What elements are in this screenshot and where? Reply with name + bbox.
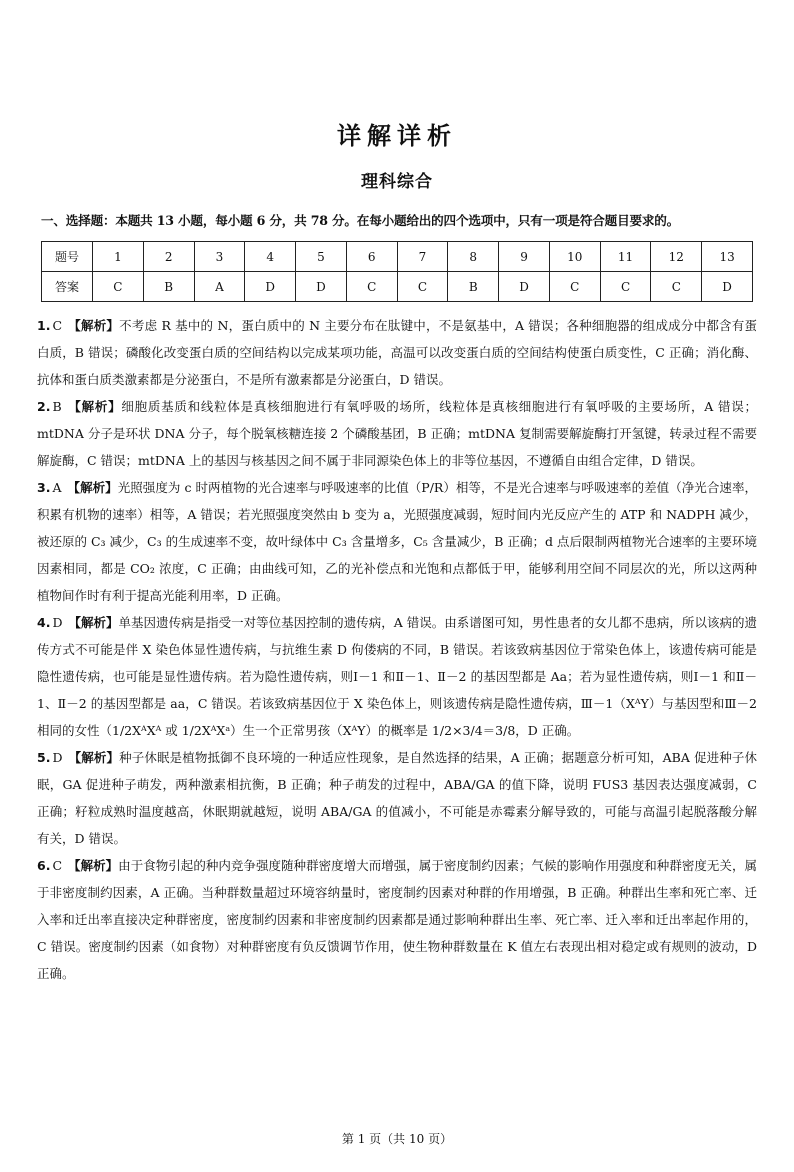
- explanation-item: [37, 312, 757, 393]
- answer-cell: C: [397, 272, 448, 302]
- item-number: 1.: [37, 318, 51, 333]
- item-answer: B: [52, 399, 62, 414]
- item-text: 种子休眠是植物抵御不良环境的一种适应性现象，是自然选择的结果，A 正确；据题意分析可知，ABA 促进种子休眠，GA 促进种子萌发，两种激素相抗衡，B 正确；种子萌发的过程中，ABA/GA 的值下降，说明 FUS3 基因表达强度减弱，C 正确；籽粒成熟时温度越高，休眠期就越短，说明 ABA/GA 的值减小，不可能是赤霉素分解导致的，可能与高温引起脱落酸分解有关，D 错误。: [37, 750, 757, 846]
- item-number: 3.: [37, 480, 51, 495]
- item-text: 细胞质基质和线粒体是真核细胞进行有氧呼吸的场所，线粒体是真核细胞进行有氧呼吸的主要场所，A 错误；mtDNA 分子是环状 DNA 分子，每个脱氧核糖连接 2 个磷酸基团，B 正确；mtDNA 复制需要解旋酶打开氢键，转录过程不需要解旋酶，C 错误；mtDNA 上的基因与核基因之间不属于非同源染色体上的非等位基因，不遵循自由组合定律，D 错误。: [37, 399, 757, 468]
- item-text: 光照强度为 c 时两植物的光合速率与呼吸速率的比值（P/R）相等，不是光合速率与呼吸速率的差值（净光合速率，积累有机物的速率）相等，A 错误；若光照强度突然由 b 变为 a，光照强度减弱，短时间内光反应产生的 ATP 和 NADPH 减少，被还原的 C₃ 减少，C₃ 的生成速率不变，故叶绿体中 C₃ 含量增多，C₅ 含量减少，B 正确；d 点后限制两植物光合速率的主要环境因素相同，都是 CO₂ 浓度，C 正确；由曲线可知，乙的光补偿点和光饱和点都低于甲，能够利用空间不同层次的光，所以这两种植物间作时有利于提高光能利用率，D 正确。: [37, 480, 757, 603]
- item-text: 由于食物引起的种内竞争强度随种群密度增大而增强，属于密度制约因素；气候的影响作用强度和种群密度无关，属于非密度制约因素，A 正确。当种群数量超过环境容纳量时，密度制约因素对种群的作用增强，B 正确。种群出生率和死亡率、迁入率和迁出率直接决定种群密度，密度制约因素和非密度制约因素都是通过影响种群出生率、死亡率、迁入率和迁出率起作用的，C 错误。密度制约因素（如食物）对种群密度有负反馈调节作用，使生物种群数量在 K 值左右表现出相对稳定或有规则的波动，D 正确。: [37, 858, 757, 981]
- answer-table-answer-row: [42, 272, 753, 302]
- question-number: 1: [93, 242, 144, 272]
- answer-cell: C: [651, 272, 702, 302]
- answer-cell: D: [296, 272, 347, 302]
- item-answer: A: [52, 480, 62, 495]
- section-heading: 一、选择题：本题共 13 小题，每小题 6 分，共 78 分。在每小题给出的四个选项中，只有一项是符合题目要求的。: [41, 213, 680, 228]
- question-number: 5: [296, 242, 347, 272]
- item-answer: C: [52, 318, 63, 333]
- explanation-item: [37, 393, 757, 474]
- answer-cell: A: [194, 272, 245, 302]
- answer-cell: D: [499, 272, 550, 302]
- page-subtitle: 理科综合: [361, 172, 433, 192]
- analysis-tag: 【解析】: [68, 750, 120, 765]
- answer-cell: C: [600, 272, 651, 302]
- item-text: 单基因遗传病是指受一对等位基因控制的遗传病，A 错误。由系谱图可知，男性患者的女儿都不患病，所以该病的遗传方式不可能是伴 X 染色体显性遗传病，与抗维生素 D 佝偻病的不同，B 错误。若该致病基因位于常染色体上，该遗传病可能是隐性遗传病，也可能是显性遗传病。若为隐性遗传病，则Ⅰ－1 和Ⅱ－1、Ⅱ－2 的基因型都是 Aa；若为显性遗传病，则Ⅰ－1 和Ⅱ－1、Ⅱ－2 的基因型都是 aa，C 错误。若该致病基因位于 X 染色体上，则该遗传病是隐性遗传病，Ⅲ－1（XᴬY）与基因型和Ⅲ－2 相同的女性（1/2XᴬXᴬ 或 1/2XᴬXᵃ）生一个正常男孩（XᴬY）的概率是 1/2×3/4＝3/8，D 正确。: [37, 615, 757, 738]
- item-number: 4.: [37, 615, 51, 630]
- question-number: 8: [448, 242, 499, 272]
- question-number: 9: [499, 242, 550, 272]
- question-number: 2: [143, 242, 194, 272]
- item-number: 2.: [37, 399, 51, 414]
- question-number: 10: [549, 242, 600, 272]
- answer-table: [41, 241, 753, 302]
- item-answer: D: [52, 750, 63, 765]
- item-number: 5.: [37, 750, 51, 765]
- explanation-item: [37, 744, 757, 852]
- question-number: 7: [397, 242, 448, 272]
- answer-cell: D: [702, 272, 753, 302]
- analysis-tag: 【解析】: [68, 615, 119, 630]
- item-number: 6.: [37, 858, 51, 873]
- question-number: 11: [600, 242, 651, 272]
- explanation-list: [37, 312, 757, 987]
- question-number: 4: [245, 242, 296, 272]
- answer-cell: C: [93, 272, 144, 302]
- row-label-answer: 答案: [42, 272, 93, 302]
- explanation-item: [37, 474, 757, 609]
- page-title: 详解详析: [337, 121, 457, 150]
- item-text: 不考虑 R 基中的 N，蛋白质中的 N 主要分布在肽键中，不是氨基中，A 错误；各种细胞器的组成成分中都含有蛋白质，B 错误；磷酸化改变蛋白质的空间结构以完成某项功能，高温可以改变蛋白质的空间结构使蛋白质变性，C 正确；消化酶、抗体和蛋白质类激素都是分泌蛋白，不是所有激素都是分泌蛋白，D 错误。: [37, 318, 757, 387]
- page-footer: 第 1 页（共 10 页）: [341, 1132, 453, 1146]
- question-number: 13: [702, 242, 753, 272]
- answer-cell: B: [143, 272, 194, 302]
- question-number: 3: [194, 242, 245, 272]
- analysis-tag: 【解析】: [67, 399, 122, 414]
- analysis-tag: 【解析】: [68, 858, 119, 873]
- item-answer: D: [52, 615, 63, 630]
- explanation-item: [37, 609, 757, 744]
- question-number: 6: [346, 242, 397, 272]
- row-label-number: 题号: [42, 242, 93, 272]
- answer-table-number-row: [42, 242, 753, 272]
- question-number: 12: [651, 242, 702, 272]
- answer-cell: C: [346, 272, 397, 302]
- answer-cell: C: [549, 272, 600, 302]
- answer-cell: B: [448, 272, 499, 302]
- answer-cell: D: [245, 272, 296, 302]
- analysis-tag: 【解析】: [68, 318, 120, 333]
- item-answer: C: [52, 858, 63, 873]
- explanation-item: [37, 852, 757, 987]
- analysis-tag: 【解析】: [67, 480, 118, 495]
